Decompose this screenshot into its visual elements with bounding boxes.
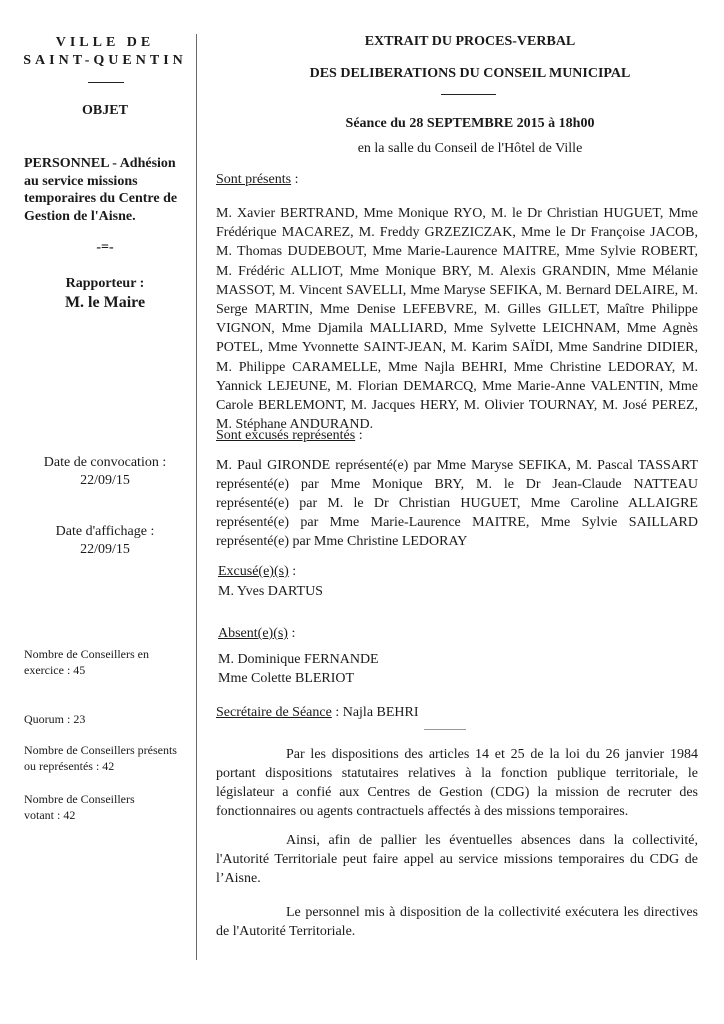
city-divider [88,82,124,83]
secretaire-value: : Najla BEHRI [331,705,419,720]
presents-label: Sont présents [216,172,292,187]
city-line-1: VILLE DE [55,35,155,50]
stat-presents: Nombre de Conseillers présents ou représentés : 42 [24,743,177,773]
lieu: en la salle du Conseil de l'Hôtel de Ville [357,141,583,156]
absents-heading [218,624,295,643]
subject: PERSONNEL - Adhésion au service missions temporaires du Centre de Gestion de l'Aisne. [24,156,178,224]
paragraph-3: Le personnel mis à disposition de la collectivité exécutera les directives de l'Autorité Territoriale. [216,905,698,939]
secretaire-label: Secrétaire de Séance [216,705,332,720]
paragraph-2: Ainsi, afin de pallier les éventuelles absences dans la collectivité, l'Autorité Territoriale peut faire appel au service missions temporaires du CDG de l’Aisne. [216,833,698,886]
excuses-representes-list: M. Paul GIRONDE représenté(e) par Mme Maryse SEFIKA, M. Pascal TASSART représenté(e) par Mme Monique BRY, M. le Dr Jean-Claude NATTEAU représenté(e) par M. le Dr Christian HUGUET, Mme Caroline ALLAIGRE représenté(e) par Mme Marie-Laurence MAITRE, Mme Sylvie SAILLARD représenté(e) par Mme Christine LEDORAY [216,458,698,549]
paragraph-1: Par les dispositions des articles 14 et 25 de la loi du 26 janvier 1984 portant dispositions statutaires relatives à la fonction publique territoriale, le législateur a confié aux Centres de Gestion (CDG) la mission de recruter des fonctionnaires ou agents contractuels affectés à des missions temporaires. [216,747,698,819]
city-line-2: SAINT-QUENTIN [23,53,187,68]
presents-suffix: : [291,172,299,187]
affichage-date: 22/09/15 [80,542,130,557]
excuses-label: Excusé(e)(s) [218,564,289,579]
stat-exercice: Nombre de Conseillers en exercice : 45 [24,647,149,677]
rapporteur-label: Rapporteur : [65,276,145,291]
excuses-suffix: : [288,564,297,579]
stat-quorum: Quorum : 23 [24,712,86,726]
convocation-label: Date de convocation : [43,455,167,470]
presents-list: M. Xavier BERTRAND, Mme Monique RYO, M. le Dr Christian HUGUET, Mme Frédérique MACAREZ, M. Freddy GRZEZICZAK, Mme le Dr Françoise JACOB, M. Thomas DUDEBOUT, Mme Marie-Laurence MAITRE, Mme Sylvie ROBERT, M. Frédéric ALLIOT, Mme Monique BRY, M. Alexis GRANDIN, Mme Mélanie MASSOT, M. Vincent SAVELLI, Mme Maryse SEFIKA, M. Bernard DELAIRE, M. Serge MARTIN, Mme Denise LEFEBVRE, M. Gilles GILLET, Maître Philippe VIGNON, Mme Djamila MALLIARD, Mme Sylvette LEICHNAM, Mme Agnès POTEL, Mme Yvonnette SAINT-JEAN, M. Karim SAÏDI, Mme Sandrine DIDIER, M. Philippe CARAMELLE, Mme Najla BEHRI, Mme Christine LEDORAY, M. Yannick LEJEUNE, M. Florian DEMARCQ, Mme Marie-Anne VALENTIN, Mme Carole BERLEMONT, M. Jacques HERY, M. Olivier TOURNAY, M. José PEREZ, M. Stéphane ANDURAND. [216,206,698,433]
presents-heading [216,170,298,189]
excuses-representes-label: Sont excusés représentés [216,428,356,443]
excuses-heading [218,562,296,581]
secretaire [216,703,419,722]
convocation-date: 22/09/15 [80,473,130,488]
seance: Séance du 28 SEPTEMBRE 2015 à 18h00 [345,116,595,131]
city-name [20,34,190,70]
excuses-representes-suffix: : [355,428,363,443]
objet-label: OBJET [82,103,128,118]
header-line-2: DES DELIBERATIONS DU CONSEIL MUNICIPAL [309,66,631,81]
header-divider [441,94,496,95]
subject-separator: -=- [96,240,114,255]
column-divider [196,34,197,960]
affichage-label: Date d'affichage : [55,524,155,539]
header-line-1: EXTRAIT DU PROCES-VERBAL [364,34,576,49]
excuses-name: M. Yves DARTUS [218,584,323,599]
absent-name-2: Mme Colette BLERIOT [218,671,355,686]
section-divider [424,729,466,730]
rapporteur-name: M. le Maire [64,294,146,311]
absent-name-1: M. Dominique FERNANDE [218,652,379,667]
absents-label: Absent(e)(s) [218,626,288,641]
excuses-representes-heading [216,426,363,445]
stat-votant: Nombre de Conseillers votant : 42 [24,792,135,822]
absents-suffix: : [287,626,296,641]
